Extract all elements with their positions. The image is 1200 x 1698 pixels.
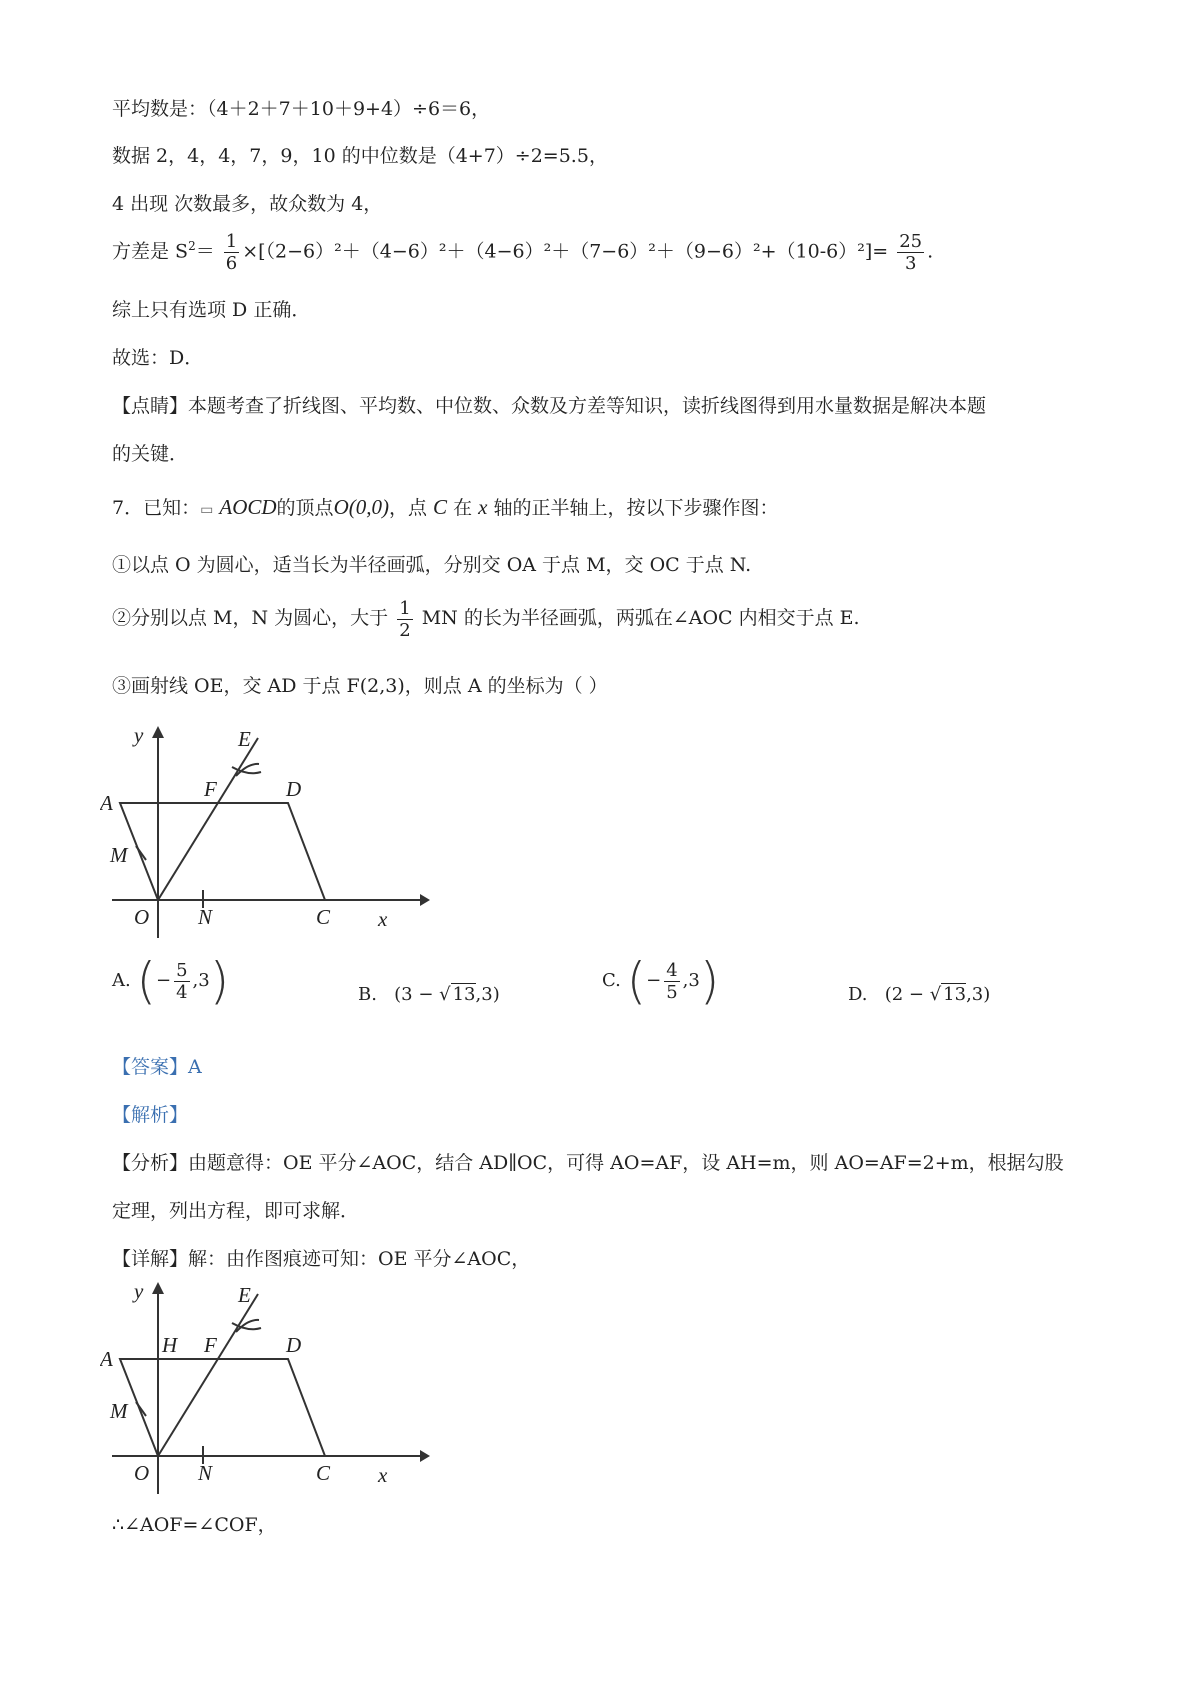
option-c-label: C.: [602, 970, 621, 991]
option-b-label: B.: [358, 984, 377, 1005]
label-n: N: [198, 905, 213, 929]
mode-line: 4 出现 次数最多，故众数为 4，: [112, 193, 383, 215]
x-axis-arrow-icon: [420, 894, 430, 906]
variance-end: .: [927, 240, 934, 263]
label-d: D: [286, 777, 302, 801]
step2-text: MN 的长为半径画弧，两弧在∠AOC 内相交于点 E.: [421, 607, 860, 629]
q7-axis: x: [478, 495, 488, 519]
label-o: O: [134, 905, 150, 929]
label-c: C: [316, 1461, 331, 1485]
variance-sup: 2: [188, 239, 196, 253]
fraction-numerator: 4: [666, 959, 678, 981]
step-3: ③画射线 OE，交 AD 于点 F(2,3)，则点 A 的坐标为（ ）: [112, 675, 608, 697]
option-b-pre: (3 −: [394, 984, 434, 1005]
fraction-denominator: 6: [225, 252, 238, 274]
choose-line: 故选：D．: [112, 347, 204, 369]
label-c: C: [316, 905, 331, 929]
step-2: [112, 592, 860, 644]
label-y: y: [134, 1279, 144, 1303]
q7-text: ，点: [388, 497, 427, 519]
option-d-pre: (2 −: [884, 984, 924, 1005]
q7-prefix: 7．已知：: [112, 497, 201, 519]
label-d: D: [286, 1333, 302, 1357]
variance-body: ×[（2−6）²＋（4−6）²＋（4−6）²＋（7−6）²＋（9−6）²+（10-6）²]=: [242, 240, 889, 263]
fraction-denominator: 3: [904, 252, 917, 274]
right-paren-icon: ): [209, 952, 230, 1010]
option-a-sign: −: [155, 970, 172, 991]
ray-oe: [158, 1294, 258, 1456]
therefore-line: ∴∠AOF=∠COF，: [112, 1514, 277, 1536]
q7-text: 轴的正半轴上，按以下步骤作图：: [493, 497, 779, 519]
option-a: [112, 952, 230, 1010]
q7-text: 的顶点: [276, 497, 334, 519]
option-d: D. (2 − √ 13,3): [848, 984, 991, 1005]
analysis-line-2: 定理，列出方程，即可求解．: [112, 1200, 360, 1222]
left-paren-icon: (: [626, 952, 647, 1010]
label-f: F: [204, 777, 217, 801]
label-h: H: [162, 1333, 178, 1357]
ray-oe: [158, 738, 258, 900]
fraction-denominator: 4: [176, 981, 188, 1003]
analysis-heading: 【解析】: [112, 1104, 189, 1126]
label-x: x: [378, 1463, 388, 1487]
q7-shape: AOCD: [219, 495, 277, 519]
parallelogram-aocd: [120, 803, 325, 900]
option-d-post: ,3): [966, 984, 991, 1005]
analysis-line-1: 【分析】由题意得：OE 平分∠AOC，结合 AD∥OC，可得 AO=AF，设 AH=m，则 AO=AF=2+m，根据勾股: [112, 1152, 1064, 1174]
figure-1: [100, 718, 440, 948]
label-m: M: [110, 1399, 128, 1423]
option-c-tail: ,3: [682, 970, 700, 991]
answer-line: 【答案】A: [112, 1056, 202, 1078]
fraction-numerator: 5: [176, 959, 188, 981]
comment-line-2: 的关键．: [112, 443, 189, 465]
label-m: M: [110, 843, 128, 867]
option-d-radicand: 13: [943, 984, 967, 1005]
question-7-line: [112, 494, 779, 523]
option-a-label: A.: [112, 970, 131, 991]
variance-line: [112, 222, 933, 275]
option-d-label: D.: [848, 984, 868, 1005]
step2-text: ②分别以点 M，N 为圆心，大于: [112, 607, 389, 629]
variance-result: [897, 231, 924, 274]
step2-fraction: [397, 598, 412, 641]
y-axis-arrow-icon: [152, 1282, 164, 1294]
q7-text: 在: [453, 497, 473, 519]
label-o: O: [134, 1461, 150, 1485]
detail-line: 【详解】解：由作图痕迹可知：OE 平分∠AOC，: [112, 1248, 531, 1270]
step-1: ①以点 O 为圆心，适当长为半径画弧，分别交 OA 于点 M，交 OC 于点 N.: [112, 554, 752, 576]
comment-line-1: 【点睛】本题考查了折线图、平均数、中位数、众数及方差等知识，读折线图得到用水量数据是解决本题: [112, 395, 987, 417]
fraction-numerator: 25: [899, 230, 923, 252]
median-line: 数据 2，4，4，7，9，10 的中位数是（4+7）÷2=5.5，: [112, 145, 608, 167]
figure-2: [100, 1274, 440, 1504]
parallelogram-aocd: [120, 1359, 325, 1456]
option-c: [602, 952, 720, 1010]
label-a: A: [100, 791, 113, 815]
variance-eq: ＝: [195, 240, 215, 263]
option-b-radicand: 13: [452, 984, 476, 1005]
label-y: y: [134, 723, 144, 747]
y-axis-arrow-icon: [152, 726, 164, 738]
left-paren-icon: (: [136, 952, 156, 1010]
label-n: N: [198, 1461, 213, 1485]
fraction-numerator: 1: [399, 597, 411, 619]
variance-prefix: 方差是 S: [112, 240, 189, 263]
fraction-denominator: 2: [399, 619, 411, 641]
right-paren-icon: ): [699, 952, 720, 1010]
option-b: B. (3 − √ 13,3): [358, 984, 500, 1005]
summary-line: 综上只有选项 D 正确．: [112, 299, 311, 321]
option-c-sign: −: [646, 970, 662, 991]
label-e: E: [238, 1283, 251, 1307]
fraction-denominator: 5: [666, 981, 678, 1003]
option-a-fraction: [174, 960, 189, 1003]
variance-fraction: [224, 231, 239, 274]
label-a: A: [100, 1347, 113, 1371]
q7-origin: O(0,0): [333, 495, 389, 519]
option-a-tail: ,3: [192, 970, 210, 991]
option-c-fraction: [664, 960, 679, 1003]
label-x: x: [378, 907, 388, 931]
x-axis-arrow-icon: [420, 1450, 430, 1462]
fraction-numerator: 1: [225, 230, 238, 252]
label-f: F: [204, 1333, 217, 1357]
parallelogram-symbol-icon: ▭: [200, 502, 214, 518]
label-e: E: [238, 727, 251, 751]
option-b-post: ,3): [475, 984, 500, 1005]
mean-line: 平均数是：（4＋2＋7＋10＋9+4）÷6＝6，: [112, 98, 491, 120]
q7-point: C: [433, 495, 448, 519]
